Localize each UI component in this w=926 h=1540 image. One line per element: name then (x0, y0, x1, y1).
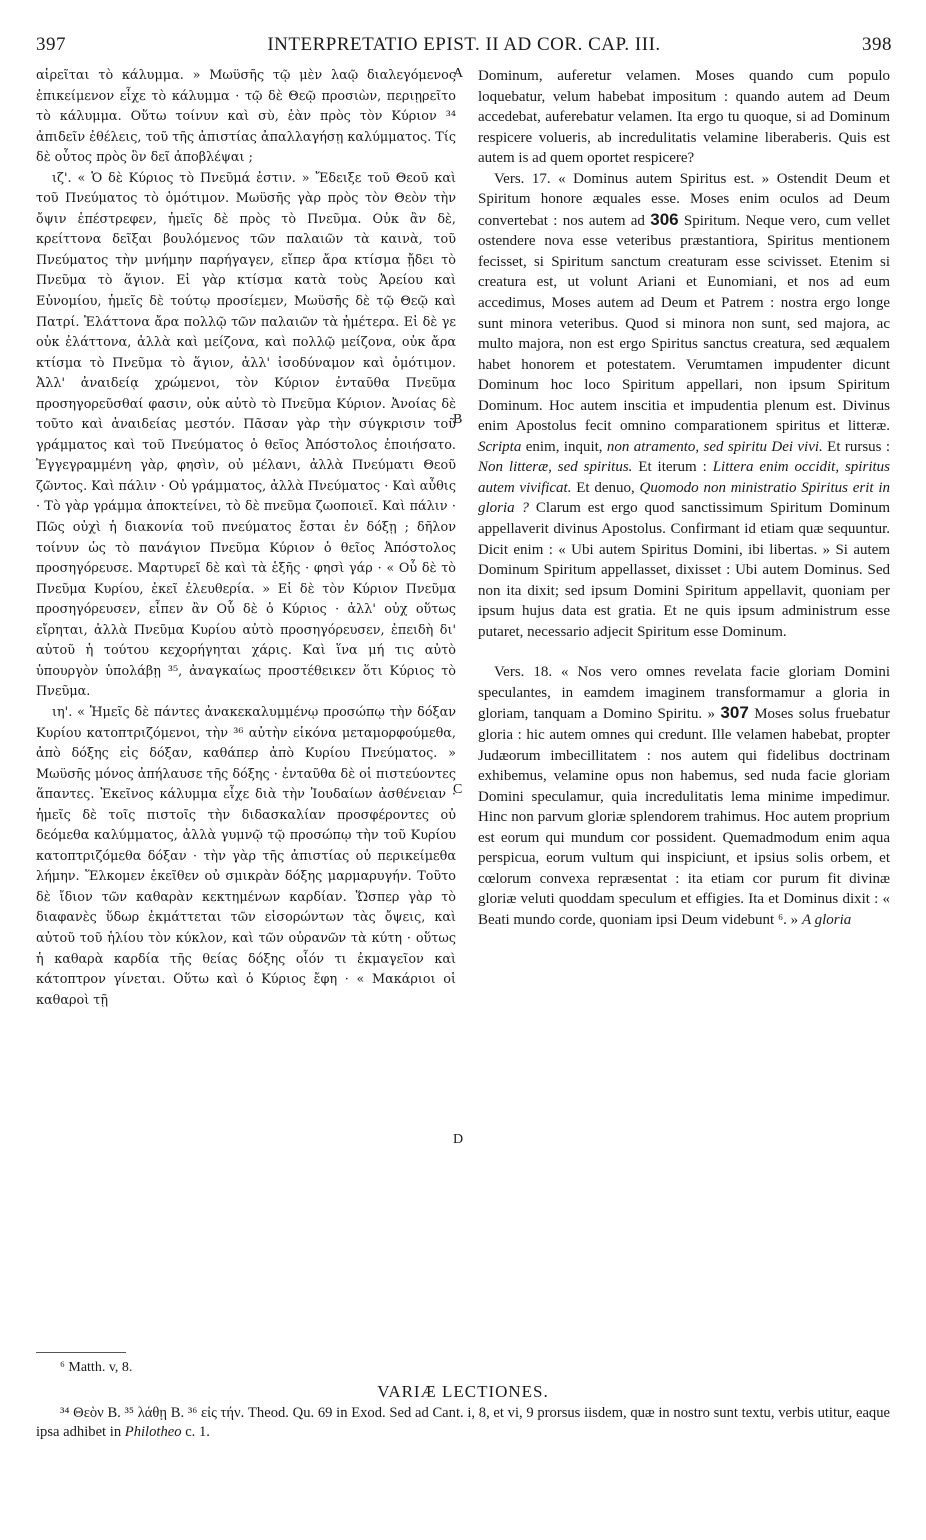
latin-text: Dominum, auferetur velamen. Moses quando cum populo loquebatur, velum habebat impositum : quando autem ad Deum accedebat, auferebatur velamen. Ita ergo tu quoque, si ad Dominum respicere volueris, ab incredulitatis velamine liberaberis. Quis est autem is ad quem oportet respicere? (478, 68, 890, 167)
variae-text: ³⁴ Θεὸν B. ³⁵ λάθῃ B. ³⁶ εἰς τήν. Theod. Qu. 69 in Exod. Sed ad Cant. i, 8, et vi, 9 prorsus iisdem, quæ in nostro sunt textu, verbis utitur, eaque ipsa adhibet in (36, 1405, 890, 1440)
column-number: 307 (720, 703, 749, 723)
latin-quote: Quomodo non ministratio Spiritus erit in gloria ? (478, 479, 891, 517)
greek-paragraph: ιη'. « Ἡμεῖς δὲ πάντες ἀνακεκαλυμμένῳ προσώπῳ τὴν δόξαν Κυρίου κατοπτριζόμενοι, τὴν ³⁶ αὐτὴν εἰκόνα μεταμορφούμεθα, ἀπὸ δόξης εἰς δόξαν, καθάπερ ἀπὸ Κυρίου Πνεύματος. » Μωϋσῆς μόνος ἀπήλαυσε τῆς δόξης · ἐνταῦθα δὲ οἱ πιστεύοντες ἅπαντες. Ἐκεῖνος κάλυμμα εἶχε διὰ τὴν Ἰουδαίων ἀσθένειαν · ἡμεῖς δὲ τοῖς πιστοῖς τὴν διδασκαλίαν προσφέροντες οὐ δεόμεθα καλύμματος, ἀλλὰ γυμνῷ τῷ προσώπῳ τὴν τοῦ Κυρίου κατοπτριζόμεθα δόξαν · τὴν γὰρ τῆς ἀπιστίας οὐ περικείμεθα λήμην. Ἕλκομεν ἐκεῖθεν οὐ σμικρὰν δόξης μαρμαρυγήν. Τοῦτο δὲ ἴδιον τῶν καθαρὰν κεκτημένων καρδίαν. Ὥσπερ γὰρ τὸ διαφανὲς ὕδωρ ἐκμάττεται τῶν εἰσορώντων τὰς ὄψεις, καὶ αὐτοῦ τοῦ ἡλίου τὸν κύκλον, καὶ τῶν οὐρανῶν τὰ κύτη · οὕτως ἡ καθαρὰ καρδία τῆς θείας δόξης οἷόν τι ἐκμαγεῖον καὶ κάτοπτρον γίνεται. Οὕτω καὶ ὁ Κύριος ἔφη · « Μακάριοι οἱ καθαροὶ τῇ (36, 704, 456, 1008)
latin-quote: non atramento, sed spiritu Dei vivi. (606, 438, 823, 455)
latin-text: Et iterum : (638, 459, 707, 476)
variae-tail: c. 1. (185, 1424, 210, 1440)
latin-text: Vers. 17. « Dominus autem Spiritus est. » Ostendit Deum et Spiritum honore æquales esse. Moses enim oculos ad Deum convertebat : nos autem ad (478, 170, 890, 229)
page-number-right: 398 (862, 34, 892, 55)
greek-paragraph: αἱρεῖται τὸ κάλυμμα. » Μωϋσῆς τῷ μὲν λαῷ διαλεγόμενος ἐπικείμενον εἶχε τὸ κάλυμμα · τῷ δὲ Θεῷ προσιὼν, περιῃρεῖτο τὸ κάλυμμα. Οὕτω τοίνυν καὶ σὺ, ἐὰν πρὸς τὸν Κύριον ³⁴ ἀπιδεῖν ἐθέλεις, τοῦ τῆς ἀπιστίας ἀπαλλαγήσῃ καλύμματος. Τίς δὲ οὗτος πρὸς ὃν δεῖ ἀποβλέψαι ; (36, 68, 456, 166)
footnote-rule (36, 1352, 126, 1353)
latin-text: Et denuo, (576, 479, 635, 496)
latin-quote: A gloria (801, 911, 852, 928)
section-marker-d: D (453, 1132, 464, 1147)
latin-text: Moses solus fruebatur gloria : hic autem omnes qui credunt. Ille velamen habebat, propter Judæorum imbecillitatem : nos autem qui fidelibus doctrinam exhibemus, velamine opus non habemus, sed nuda facie gloriam Domini speculamur, quia incredulitatis lema minime impedimur. Hinc non parvum gloriæ splendorem trahimus. Hoc autem proprium est eorum qui mundum cor possident. Quemadmodum enim aqua perspicua, eorum vultum qui inspiciunt, et ipsius solis orbem, et cœlorum convexa repræsentat : ita etiam cor purum fit divinæ gloriæ veluti quoddam speculum et effigies. Ita et Dominus dixit : « Beati mundo corde, quoniam ipsi Deum videbunt ⁶. » (478, 706, 890, 928)
variae-lectiones-text (36, 1404, 890, 1442)
latin-text: Clarum est ergo quod sanctissimum Spiritum Dominum appellaverit divinus Apostolus. Confirmant id etiam quæ sequuntur. Dicit enim : « Ubi autem Spiritus Domini, ibi libertas. » Si autem Dominum Spiritum appellasset, dixisset : Ubi autem Dominus. Sed non ita dixit; sed ipsum Domini Spiritum appellavit, quoniam per ipsum hujus data est gratia. Et ne quis ipsum administrum esse putaret, necessario adjecit Spiritum esse Dominum. (478, 500, 891, 640)
latin-text: Spiritum. Neque vero, cum vellet ostendere nova esse veteribus præstantiora, Spiritus mentionem fecisset, si Spiritum sanctum creaturam esse scivisset. Etenim si creatura est, ut volunt Ariani et Eunomiani, et nos ad eum accedimus, Moses autem ad Deum et Patrem : nostra ergo longe sunt minora veteribus. Quod si minora non sunt, sed majora, ac multo majora, non est ergo Spiritus sanctus creatura, sed æqualem habet honorem et potestatem. Verumtamen impudenter dicunt Dominum hoc loco Spiritum appellari, non ipsum Spiritum Dominum. Hoc autem inscitia et impudentia plenum est. Divinus enim Apostolus fecit omnino comparationem spiritus et litteræ. (478, 212, 891, 435)
latin-paragraph (478, 169, 890, 643)
running-header (36, 34, 892, 58)
page-number-left: 397 (36, 34, 66, 55)
section-marker-c: C (453, 782, 463, 797)
variae-italic: Philotheo (124, 1424, 182, 1440)
running-title: INTERPRETATIO EPIST. II AD COR. CAP. III. (267, 34, 661, 55)
latin-quote: Littera enim occidit, spiritus autem vivificat. (478, 459, 890, 496)
column-number: 306 (650, 209, 679, 229)
latin-text: Vers. 18. « Nos vero omnes revelata facie gloriam Domini speculantes, in eamdem imaginem transformamur a gloria in gloriam, tanquam a Domino Spiritu. » (478, 664, 890, 723)
variae-lectiones-title: VARIÆ LECTIONES. (377, 1382, 549, 1401)
latin-paragraph (478, 66, 890, 169)
latin-text: Et rursus : (827, 438, 891, 455)
section-marker-a: A (453, 66, 464, 81)
latin-column (478, 66, 890, 930)
latin-quote: Scripta (478, 438, 522, 455)
greek-column (36, 66, 456, 1011)
latin-text: enim, inquit, (525, 438, 603, 455)
section-marker-b: B (453, 412, 463, 427)
latin-paragraph (478, 662, 890, 930)
greek-paragraph: ιζ'. « Ὁ δὲ Κύριος τὸ Πνεῦμά ἐστιν. » Ἔδειξε τοῦ Θεοῦ καὶ τοῦ Πνεύματος τὸ ὁμότιμον. Μωϋσῆς γὰρ πρὸς τὸν Θεὸν τὴν ὄψιν ἐπέστρεφεν, ἡμεῖς δὲ πρὸς τὸ Πνεῦμα. Οὐκ ἂν δὲ, κρείττονα δεῖξαι βουλόμενος τῶν παλαιῶν τὰ καινὰ, τοῦ Πνεύματος τὴν μνήμην παρήγαγεν, εἴπερ ἄρα κτίσμα ᾔδει τὸ Πνεῦμα τὸ ἅγιον. Εἰ γὰρ κτίσμα κατὰ τοὺς Ἀρείου καὶ Εὐνομίου, ἡμεῖς δὲ τούτῳ προσίεμεν, Μωϋσῆς δὲ τῷ Θεῷ καὶ Πατρί. Ἐλάττονα ἄρα πολλῷ τῶν παλαιῶν τὰ ἡμέτερα. Εἰ δὲ γε οὐκ ἐλάττονα, ἀλλὰ καὶ μείζονα, καὶ πολλῷ μείζονα, οὐκ ἄρα κτίσμα τὸ Πνεῦμα τὸ ἅγιον, ἀλλ' ἰσοδύναμον καὶ ὁμότιμον. Ἀλλ' ἀναιδείᾳ χρώμενοι, τὸν Κύριον ἐνταῦθα Πνεῦμα προσηγορεῦσθαί φασιν, οὐκ αὐτὸ τὸ Πνεῦμα Κύριον. Ἀνοίας δὲ τοῦτο καὶ ἀναιδείας μεστόν. Πᾶσαν γὰρ τὴν σύγκρισιν τοῦ γράμματος καὶ τοῦ Πνεύματος ὁ θεῖος Ἀπόστολος ἐποιήσατο. Ἐγγεγραμμένη γὰρ, φησὶν, οὐ μέλανι, ἀλλὰ Πνεύματι Θεοῦ ζῶντος. Καὶ πάλιν · Οὐ γράμματος, ἀλλὰ Πνεύματος · Καὶ αὖθις · Τὸ γὰρ γράμμα ἀποκτείνει, τὸ δὲ πνεῦμα ζωοποιεῖ. Καὶ πάλιν · Πῶς οὐχὶ ἡ διακονία τοῦ πνεύματος ἔσται ἐν δόξῃ ; δῆλον τοίνυν ὡς τὸ πανάγιον Πνεῦμα Κύριον ὁ θεῖος Ἀπόστολος προσηγόρευσε. Μαρτυρεῖ δὲ καὶ τὰ ἑξῆς · φησὶ γάρ · « Οὗ δὲ τὸ Πνεῦμα Κυρίου, ἐκεῖ ἐλευθερία. » Εἰ δὲ τὸν Κύριον Πνεῦμα προσηγόρευσεν, εἶπεν ἂν Οὗ δὲ ὁ Κύριος · ἀλλ' οὐχ οὕτως εἴρηται, ἀλλὰ Πνεῦμα Κυρίου αὐτὸ προσηγόρευσεν, ἐπειδὴ δι' αὐτοῦ ἡ τούτου κεχορήγηται χάρις. Καὶ ἵνα μή τις αὐτὸ ὑπουργὸν ὑπολάβῃ ³⁵, ἀναγκαίως προστέθεικεν ὅτι Κύριος τὸ Πνεῦμα. (36, 170, 456, 700)
footnote: ⁶ Matth. v, 8. (60, 1360, 133, 1375)
latin-quote: Non litteræ, sed spiritus. (478, 459, 633, 476)
